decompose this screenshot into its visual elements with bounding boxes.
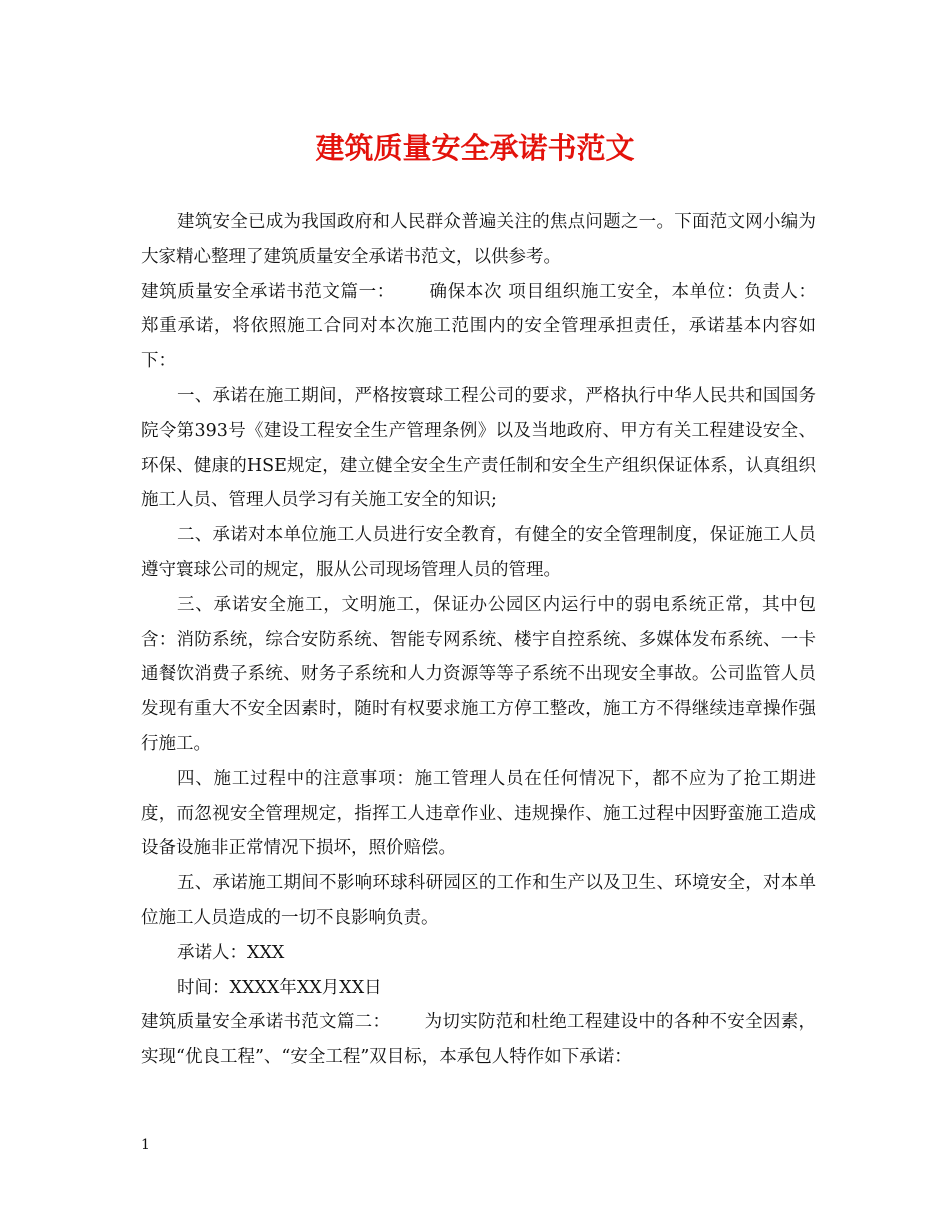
intro-paragraph: 建筑安全已成为我国政府和人民群众普遍关注的焦点问题之一。下面范文网小编为大家精心整理了建筑质量安全承诺书范文，以供参考。 [141, 212, 816, 267]
section1-paragraph [141, 275, 816, 379]
clause-4: 四、施工过程中的注意事项：施工管理人员在任何情况下，都不应为了抢工期进度，而忽视安全管理规定，指挥工人违章作业、违规操作、施工过程中因野蛮施工造成设备设施非正常情况下损坏，照价赔偿。 [141, 768, 816, 859]
document-body [141, 205, 816, 1075]
section2-heading: 建筑质量安全承诺书范文篇二： [141, 1012, 391, 1033]
section1-heading: 建筑质量安全承诺书范文篇一： [141, 281, 395, 302]
signatory-line: 承诺人：XXX [177, 942, 285, 963]
clause-1: 一、承诺在施工期间，严格按寰球工程公司的要求，严格执行中华人民共和国国务院令第393号《建设工程安全生产管理条例》以及当地政府、甲方有关工程建设安全、环保、健康的HSE规定，建立健全安全生产责任制和安全生产组织保证体系，认真组织施工人员、管理人员学习有关施工安全的知识; [141, 385, 816, 511]
clause-3: 三、承诺安全施工，文明施工，保证办公园区内运行中的弱电系统正常，其中包含：消防系统，综合安防系统、智能专网系统、楼宇自控系统、多媒体发布系统、一卡通餐饮消费子系统、财务子系统和人力资源等等子系统不出现安全事故。公司监管人员发现有重大不安全因素时，随时有权要求施工方停工整改，施工方不得继续违章操作强行施工。 [141, 594, 816, 754]
document-title: 建筑质量安全承诺书范文 [315, 131, 635, 165]
date-line: 时间：XXXX年XX月XX日 [177, 977, 382, 998]
page-number: 1 [141, 1137, 150, 1153]
clause-5: 五、承诺施工期间不影响环球科研园区的工作和生产以及卫生、环境安全，对本单位施工人员造成的一切不良影响负责。 [141, 873, 816, 928]
section2-opening: 为切实防范和杜绝工程建设中的各种不安全因素，实现“优良工程”、“安全工程”双目标，本承包人特作如下承诺： [141, 1012, 817, 1068]
section1-opening: 确保本次 项目组织施工安全，本单位：负责人： 郑重承诺，将依照施工合同对本次施工范围内的安全管理承担责任，承诺基本内容如下： [141, 281, 817, 372]
clause-2: 二、承诺对本单位施工人员进行安全教育，有健全的安全管理制度，保证施工人员遵守寰球公司的规定，服从公司现场管理人员的管理。 [141, 525, 816, 580]
section2-paragraph [141, 1005, 816, 1075]
